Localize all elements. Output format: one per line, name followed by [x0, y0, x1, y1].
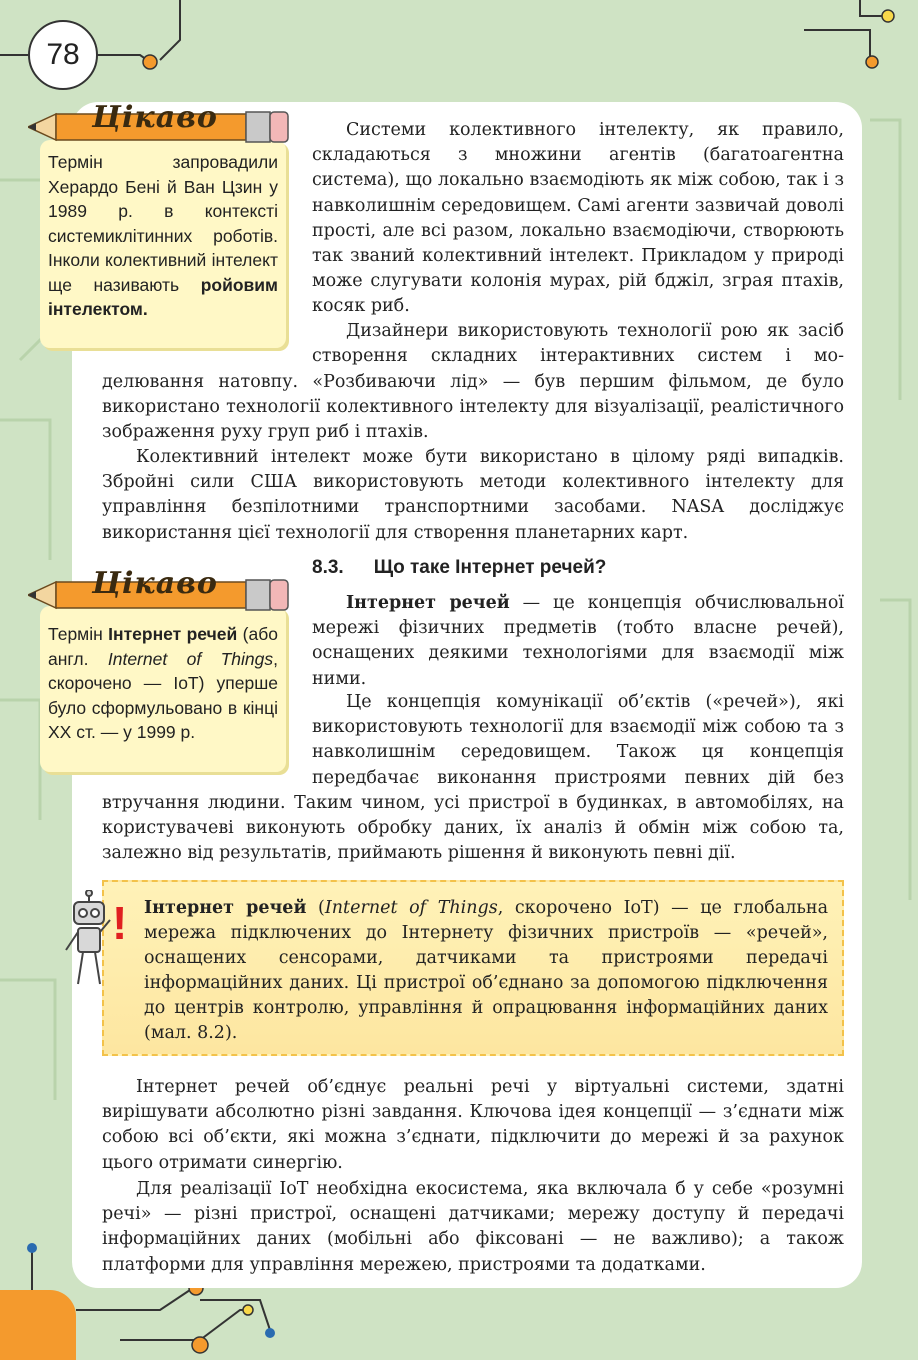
paragraph-5-end: втручання людини. Таким чином, усі пристрої в будинках, в автомобілях, на користувачеві виконують обробку даних, їх аналіз й обмін між собою та, залежно від результатів, приймають рішення й виконують певні дії.: [102, 793, 844, 864]
interesting-note-2: [40, 606, 286, 772]
paragraph-3: Колективний інтелект може бути використано в цілому ряді випадків. Збройні сили США використовують методи колективного інтелекту для управління безпілотними транспортними засобами. NASA досліджує використання цієї технології для створення планетарних карт.: [102, 447, 844, 543]
paragraph-1: Системи колективного інтелекту, як правило, складаються з множини агентів (багатоагентна система), що локально взаємодіють як між собою, так і з навколишнім середовищем. Самі агенти зазвичай доволі прості, але всі разом, локально взаємодіючи, створюють так званий колективний інтелект. Прикладом у природі може слугувати колонія мурах, рій бджіл, зграя птахів, косяк риб.: [312, 120, 844, 317]
paragraph-7: Для реалізації IoT необхідна екосистема, яка включала б у себе «розумні речі» — різні пристрої, оснащені датчиками; мережу доступу й передачі інформаційних даних (мобільні або фіксовані — не важливо); а також платформи для управління мережею, пристроями та додатками.: [102, 1179, 844, 1275]
section-heading: [312, 557, 606, 579]
corner-decoration: [0, 1290, 76, 1360]
definition-callout: [102, 880, 844, 1056]
note-2-text: Термін Інтернет речей (або англ. Internet of Things, скорочено — IoT) уперше було сформульовано в кінці XX ст. — у 1999 р.: [48, 624, 278, 742]
definition-text: Інтернет речей (Internet of Things, скорочено IoT) — це глобальна мережа підключених до Інтернету фізичних пристроїв — «речей», оснащених сенсорами, датчиками та пристроями передачі інформаційних даних. Ці пристрої об’єднано за допомогою підключення до центрів контролю, управління й опрацювання інформаційних даних (мал. 8.2).: [144, 898, 829, 1043]
note-2-label: Цікаво: [92, 566, 218, 601]
section-title: Що таке Інтернет речей?: [373, 557, 607, 578]
paragraph-6: Інтернет речей об’єднує реальні речі у віртуальні системи, здатні вирішувати абсолютно різні завдання. Ключова ідея концепції — з’єднати між собою всі об’єкти, які можна з’єднати, підключити до мережі й за рахунок цього отримати синергію.: [102, 1077, 844, 1173]
note-1-text: Термін запровадили Херардо Бені й Ван Цзин у 1989 р. в контексті системиклітинних роботів. Інколи колективний інтелект ще називають ройовим інтелектом.: [48, 152, 278, 319]
robot-icon: [64, 890, 114, 990]
paragraph-2-end: делювання натовпу. «Розбиваючи лід» — був першим фільмом, де було використано технології колективного інтелекту для візуалізації, реалістичного зображення руху груп риб і птахів.: [102, 372, 844, 443]
paragraph-2-start: Дизайнери використовують технології рою як засіб створення складних інтерактивних систем і мо-: [312, 321, 844, 367]
note-1-label: Цікаво: [92, 100, 218, 135]
page-number: 78: [28, 20, 98, 90]
section-number: 8.3.: [312, 557, 344, 578]
paragraph-5-start: Це концепція комунікації об’єктів («речей»), які використовують технології для взаємодії між собою та з навколишнім середовищем. Також ця концепція передбачає виконання пристроями певних дій без: [312, 692, 844, 788]
exclamation-icon: !: [112, 897, 128, 949]
interesting-note-1: [40, 140, 286, 348]
paragraph-4: Інтернет речей — це концепція обчислювальної мережі фізичних предметів (тобто власне речей), оснащених деякими технологіями для взаємодії між ними.: [312, 593, 844, 689]
